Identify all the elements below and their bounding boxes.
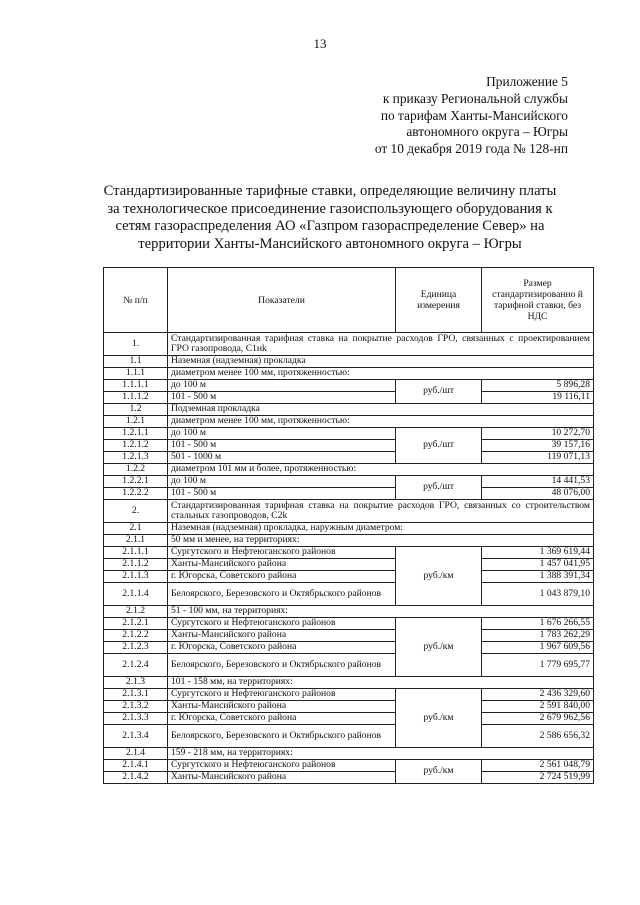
table-row <box>104 654 594 677</box>
row-number: 2.1.2 <box>104 606 168 618</box>
table-row <box>104 760 594 772</box>
appendix-line: к приказу Региональной службы <box>382 90 568 106</box>
row-number: 1.2.1 <box>104 416 168 428</box>
table-row <box>104 713 594 725</box>
indicator-name: до 100 м <box>168 428 396 440</box>
row-number: 2.1.3.4 <box>104 725 168 748</box>
table-row <box>104 392 594 404</box>
subsection-heading: диаметром менее 100 мм, протяженностью: <box>168 368 594 380</box>
indicator-name: Ханты-Мансийского района <box>168 630 396 642</box>
table-row <box>104 630 594 642</box>
table-header-row <box>104 268 594 333</box>
row-number: 2.1.1 <box>104 535 168 547</box>
row-number: 1. <box>104 333 168 356</box>
subsection-heading: Наземная (надземная) прокладка, наружным диаметром: <box>168 523 594 535</box>
table-row <box>104 476 594 488</box>
rate-value: 2 591 840,00 <box>482 701 594 713</box>
table-row <box>104 606 594 618</box>
rate-value: 1 457 041,95 <box>482 559 594 571</box>
row-number: 2.1.4.2 <box>104 772 168 784</box>
indicator-name: 101 - 500 м <box>168 440 396 452</box>
rate-value: 2 724 519,99 <box>482 772 594 784</box>
rate-value: 119 071,13 <box>482 452 594 464</box>
subsection-heading: диаметром менее 100 мм, протяженностью: <box>168 416 594 428</box>
rate-value: 10 272,70 <box>482 428 594 440</box>
indicator-name: до 100 м <box>168 476 396 488</box>
indicator-name: г. Югорска, Советского района <box>168 713 396 725</box>
page-number: 13 <box>313 36 327 51</box>
table-row <box>104 547 594 559</box>
row-number: 1.2.1.2 <box>104 440 168 452</box>
table-row <box>104 416 594 428</box>
row-number: 2. <box>104 500 168 523</box>
indicator-name: г. Югорска, Советского района <box>168 642 396 654</box>
header-unit: Единица измерения <box>396 268 482 333</box>
title-line: территории Ханты-Мансийского автономного округа – Югры <box>138 235 522 252</box>
table-row <box>104 356 594 368</box>
row-number: 2.1.3 <box>104 677 168 689</box>
subsection-heading: Подземная прокладка <box>168 404 594 416</box>
row-number: 1.2.1.3 <box>104 452 168 464</box>
row-number: 2.1.3.1 <box>104 689 168 701</box>
section-heading: Стандартизированная тарифная ставка на покрытие расходов ГРО, связанных со строительством стальных газопроводов, С2k <box>168 500 594 523</box>
row-number: 2.1.3.3 <box>104 713 168 725</box>
row-number: 2.1.2.4 <box>104 654 168 677</box>
appendix-line: от 10 декабря 2019 года № 128-нп <box>374 141 568 157</box>
subsection-heading: 159 - 218 мм, на территориях: <box>168 748 594 760</box>
unit-cell: руб./км <box>396 689 482 748</box>
row-number: 2.1.4.1 <box>104 760 168 772</box>
rate-value: 1 388 391,34 <box>482 571 594 583</box>
rate-value: 1 043 879,10 <box>482 583 594 606</box>
row-number: 2.1.2.3 <box>104 642 168 654</box>
unit-cell: руб./шт <box>396 476 482 500</box>
subsection-heading: 51 - 100 мм, на территориях: <box>168 606 594 618</box>
table-row <box>104 333 594 356</box>
appendix-line: автономного округа – Югры <box>406 124 568 140</box>
rate-value: 1 676 266,55 <box>482 618 594 630</box>
unit-cell: руб./км <box>396 618 482 677</box>
table-row <box>104 523 594 535</box>
indicator-name: Сургутского и Нефтеюганского районов <box>168 618 396 630</box>
indicator-name: Белоярского, Березовского и Октябрьского районов <box>168 725 396 748</box>
title-line: Стандартизированные тарифные ставки, определяющие величину платы <box>103 183 557 199</box>
header-num: № п/п <box>104 268 168 333</box>
table-row <box>104 368 594 380</box>
document-title <box>70 183 590 253</box>
table-row <box>104 725 594 748</box>
header-value: Размер стандартизированно й тарифной ставки, без НДС <box>482 268 594 333</box>
row-number: 2.1.2.2 <box>104 630 168 642</box>
indicator-name: 101 - 500 м <box>168 488 396 500</box>
appendix-line: Приложение 5 <box>486 74 568 89</box>
row-number: 2.1.1.2 <box>104 559 168 571</box>
table-row <box>104 689 594 701</box>
row-number: 2.1.2.1 <box>104 618 168 630</box>
rate-value: 48 076,00 <box>482 488 594 500</box>
indicator-name: Ханты-Мансийского района <box>168 701 396 713</box>
row-number: 1.2 <box>104 404 168 416</box>
rate-value: 1 967 609,56 <box>482 642 594 654</box>
table-row <box>104 380 594 392</box>
rate-value: 2 561 048,79 <box>482 760 594 772</box>
subsection-heading: Наземная (надземная) прокладка <box>168 356 594 368</box>
tariff-table <box>103 267 594 784</box>
unit-cell: руб./км <box>396 760 482 784</box>
row-number: 2.1 <box>104 523 168 535</box>
row-number: 2.1.4 <box>104 748 168 760</box>
table-row <box>104 583 594 606</box>
table-row <box>104 500 594 523</box>
table-row <box>104 535 594 547</box>
table-row <box>104 488 594 500</box>
row-number: 1.1.1.1 <box>104 380 168 392</box>
row-number: 2.1.1.3 <box>104 571 168 583</box>
row-number: 2.1.1.4 <box>104 583 168 606</box>
unit-cell: руб./шт <box>396 428 482 464</box>
table-body <box>104 333 594 784</box>
table-row <box>104 440 594 452</box>
rate-value: 14 441,53 <box>482 476 594 488</box>
row-number: 1.2.1.1 <box>104 428 168 440</box>
appendix-line: по тарифам Ханты-Мансийского <box>380 107 568 123</box>
table-row <box>104 618 594 630</box>
table-row <box>104 428 594 440</box>
title-line: сетям газораспределения АО «Газпром газораспределение Север» на <box>115 218 545 235</box>
table-row <box>104 772 594 784</box>
indicator-name: Сургутского и Нефтеюганского районов <box>168 760 396 772</box>
row-number: 1.2.2.2 <box>104 488 168 500</box>
table-row <box>104 677 594 689</box>
table-row <box>104 642 594 654</box>
unit-cell: руб./шт <box>396 380 482 404</box>
indicator-name: Белоярского, Березовского и Октябрьского районов <box>168 654 396 677</box>
table-row <box>104 571 594 583</box>
table-row <box>104 404 594 416</box>
row-number: 1.1.1.2 <box>104 392 168 404</box>
rate-value: 19 116,11 <box>482 392 594 404</box>
table-row <box>104 464 594 476</box>
indicator-name: 101 - 500 м <box>168 392 396 404</box>
section-heading: Стандартизированная тарифная ставка на покрытие расходов ГРО, связанных с проектированием ГРО газопровода, С1нk <box>168 333 594 356</box>
appendix-reference <box>375 74 568 158</box>
indicator-name: до 100 м <box>168 380 396 392</box>
title-line: за технологическое присоединение газоиспользующего оборудования к <box>107 200 553 217</box>
subsection-heading: 101 - 158 мм, на территориях: <box>168 677 594 689</box>
row-number: 2.1.3.2 <box>104 701 168 713</box>
row-number: 1.2.2.1 <box>104 476 168 488</box>
subsection-heading: 50 мм и менее, на территориях: <box>168 535 594 547</box>
table-row <box>104 559 594 571</box>
indicator-name: Ханты-Мансийского района <box>168 772 396 784</box>
row-number: 1.1.1 <box>104 368 168 380</box>
rate-value: 2 679 962,56 <box>482 713 594 725</box>
header-indicator: Показатели <box>168 268 396 333</box>
table-row <box>104 701 594 713</box>
subsection-heading: диаметром 101 мм и более, протяженностью: <box>168 464 594 476</box>
table-row <box>104 748 594 760</box>
unit-cell: руб./км <box>396 547 482 606</box>
row-number: 1.2.2 <box>104 464 168 476</box>
indicator-name: Сургутского и Нефтеюганского районов <box>168 689 396 701</box>
rate-value: 2 436 329,60 <box>482 689 594 701</box>
indicator-name: 501 - 1000 м <box>168 452 396 464</box>
indicator-name: г. Югорска, Советского района <box>168 571 396 583</box>
rate-value: 1 783 262,29 <box>482 630 594 642</box>
indicator-name: Сургутского и Нефтеюганского районов <box>168 547 396 559</box>
indicator-name: Ханты-Мансийского района <box>168 559 396 571</box>
table-row <box>104 452 594 464</box>
rate-value: 39 157,16 <box>482 440 594 452</box>
rate-value: 1 369 619,44 <box>482 547 594 559</box>
indicator-name: Белоярского, Березовского и Октябрьского районов <box>168 583 396 606</box>
row-number: 2.1.1.1 <box>104 547 168 559</box>
rate-value: 5 896,28 <box>482 380 594 392</box>
rate-value: 2 586 656,32 <box>482 725 594 748</box>
row-number: 1.1 <box>104 356 168 368</box>
rate-value: 1 779 695,77 <box>482 654 594 677</box>
